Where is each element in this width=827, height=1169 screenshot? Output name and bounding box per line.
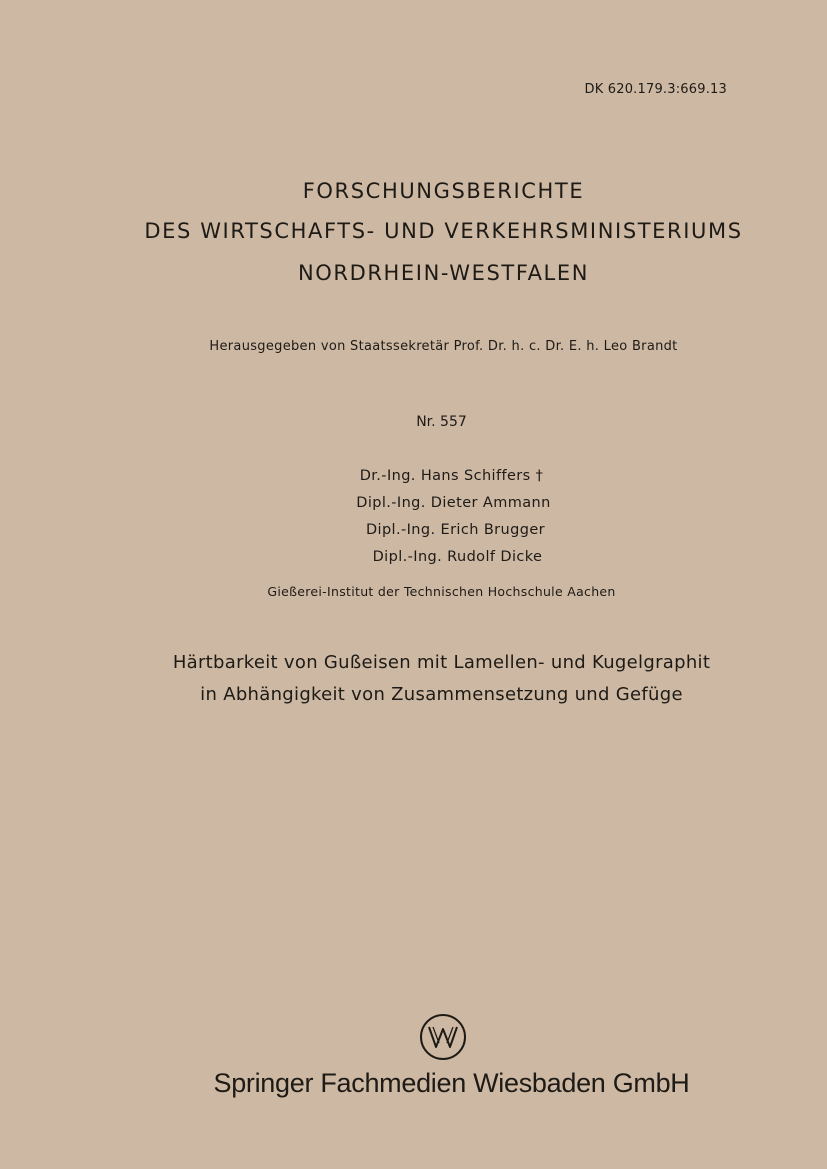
series-title-line-1: FORSCHUNGSBERICHTE [302,179,585,203]
book-title-line-1: Härtbarkeit von Gußeisen mit Lamellen- und Kugelgraphit [172,652,711,673]
author-name: Dr.-Ing. Hans Schiffers † [359,468,544,484]
series-title-line-2: DES WIRTSCHAFTS- UND VERKEHRSMINISTERIUMS [144,219,743,243]
publisher-name: Springer Fachmedien Wiesbaden GmbH [213,1068,690,1098]
editor-line: Herausgegeben von Staatssekretär Prof. Dr. h. c. Dr. E. h. Leo Brandt [209,339,678,354]
book-title-line-2: in Abhängigkeit von Zusammensetzung und Gefüge [200,684,683,705]
author-name: Dipl.-Ing. Dieter Ammann [356,495,551,511]
classification-code: DK 620.179.3:669.13 [584,82,727,97]
springer-w-logo-icon [419,1013,467,1061]
series-title-line-3: NORDRHEIN-WESTFALEN [297,261,590,285]
institute-name: Gießerei-Institut der Technischen Hochschule Aachen [267,584,616,599]
author-name: Dipl.-Ing. Erich Brugger [365,522,546,538]
author-name: Dipl.-Ing. Rudolf Dicke [372,549,543,565]
report-number: Nr. 557 [416,414,467,430]
